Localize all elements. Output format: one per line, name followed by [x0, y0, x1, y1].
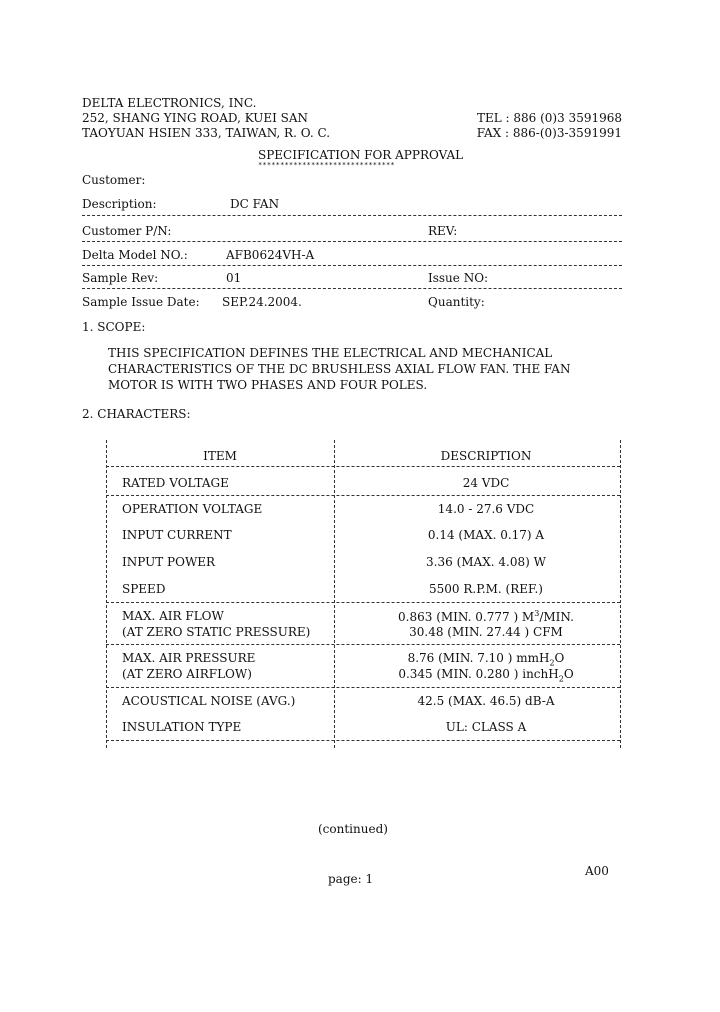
- scope-text: THIS SPECIFICATION DEFINES THE ELECTRICAL AND MECHANICAL CHARACTERISTICS OF THE DC BRUSHLESS AXIAL FLOW FAN. THE FAN MOTOR IS WITH TWO PHASES AND FOUR POLES.: [108, 346, 571, 392]
- table-cell-item: MAX. AIR PRESSURE: [122, 651, 256, 665]
- table-cell-description: 5500 R.P.M. (REF.): [428, 582, 543, 596]
- divider: [82, 288, 622, 289]
- table-row-divider: [106, 466, 620, 467]
- table-border-left: [106, 440, 107, 748]
- subscript-2: 2: [558, 674, 564, 684]
- divider: [82, 215, 622, 216]
- pressure-mm-value: 8.76 (MIN. 7.10 ) mmH: [407, 651, 550, 665]
- table-cell-item: INPUT POWER: [122, 555, 216, 569]
- column-header-description: DESCRIPTION: [440, 449, 532, 463]
- divider: [82, 265, 622, 266]
- table-cell-description: 14.0 - 27.6 VDC: [437, 502, 535, 516]
- table-cell-description: 24 VDC: [462, 476, 510, 490]
- divider: [82, 241, 622, 242]
- characters-heading: 2. CHARACTERS:: [82, 407, 191, 421]
- model-value: AFB0624VH-A: [226, 248, 315, 262]
- table-cell-item: INSULATION TYPE: [122, 720, 242, 734]
- document-title: SPECIFICATION FOR APPROVAL: [258, 148, 464, 162]
- quantity-label: Quantity:: [428, 295, 485, 309]
- pressure-mm-unit: O: [554, 651, 565, 665]
- table-row-divider: [106, 495, 620, 496]
- airflow-metric-value: 0.863 (MIN. 0.777 ) M: [398, 610, 535, 624]
- pressure-inch-unit: O: [563, 667, 574, 681]
- sample-rev-value: 01: [226, 271, 242, 285]
- revision-code: A00: [585, 864, 609, 878]
- table-border-middle: [334, 440, 335, 748]
- table-cell-item: OPERATION VOLTAGE: [122, 502, 263, 516]
- airflow-metric-unit: /MIN.: [539, 610, 574, 624]
- title-underline-stars: *******************************: [258, 161, 395, 169]
- table-cell-item-note: (AT ZERO STATIC PRESSURE): [122, 625, 311, 639]
- description-value: DC FAN: [230, 197, 280, 211]
- continued-note: (continued): [318, 822, 388, 836]
- table-cell-description: 0.14 (MAX. 0.17) A: [427, 528, 545, 542]
- pressure-inch-value: 0.345 (MIN. 0.280 ) inchH: [398, 667, 559, 681]
- table-cell-item: INPUT CURRENT: [122, 528, 232, 542]
- table-row-divider: [106, 602, 620, 603]
- table-cell-description: [336, 610, 636, 623]
- table-cell-item: ACOUSTICAL NOISE (AVG.): [122, 694, 296, 708]
- table-cell-item: SPEED: [122, 582, 166, 596]
- table-row-divider: [106, 644, 620, 645]
- model-label: Delta Model NO.:: [82, 248, 188, 262]
- table-bottom-border: [106, 740, 620, 741]
- table-cell-item: RATED VOLTAGE: [122, 476, 229, 490]
- table-cell-description-cfm: 30.48 (MIN. 27.44 ) CFM: [409, 625, 563, 639]
- company-address-line2: TAOYUAN HSIEN 333, TAIWAN, R. O. C.: [82, 126, 331, 140]
- table-cell-item-note: (AT ZERO AIRFLOW): [122, 667, 252, 681]
- sample-rev-label: Sample Rev:: [82, 271, 159, 285]
- table-cell-description: 42.5 (MAX. 46.5) dB-A: [417, 694, 555, 708]
- scope-heading: 1. SCOPE:: [82, 320, 146, 334]
- company-fax: FAX : 886-(0)3-3591991: [476, 126, 622, 140]
- table-cell-item: MAX. AIR FLOW: [122, 609, 224, 623]
- customer-pn-label: Customer P/N:: [82, 224, 172, 238]
- table-cell-description-inch: [336, 668, 636, 683]
- subscript-2: 2: [549, 658, 555, 668]
- rev-label: REV:: [428, 224, 458, 238]
- superscript-3: 3: [534, 609, 540, 618]
- company-address-line1: 252, SHANG YING ROAD, KUEI SAN: [82, 111, 309, 125]
- issue-no-label: Issue NO:: [428, 271, 489, 285]
- sample-date-label: Sample Issue Date:: [82, 295, 200, 309]
- table-row-divider: [106, 687, 620, 688]
- customer-label: Customer:: [82, 173, 146, 187]
- page-number: page: 1: [328, 872, 374, 886]
- company-tel: TEL : 886 (0)3 3591968: [476, 111, 622, 125]
- description-label: Description:: [82, 197, 157, 211]
- table-cell-description: UL: CLASS A: [445, 720, 527, 734]
- sample-date-value: SEP.24.2004.: [222, 295, 302, 309]
- table-cell-description: 3.36 (MAX. 4.08) W: [426, 555, 546, 569]
- column-header-item: ITEM: [203, 449, 237, 463]
- table-cell-description: [336, 652, 636, 667]
- company-name: DELTA ELECTRONICS, INC.: [82, 96, 257, 110]
